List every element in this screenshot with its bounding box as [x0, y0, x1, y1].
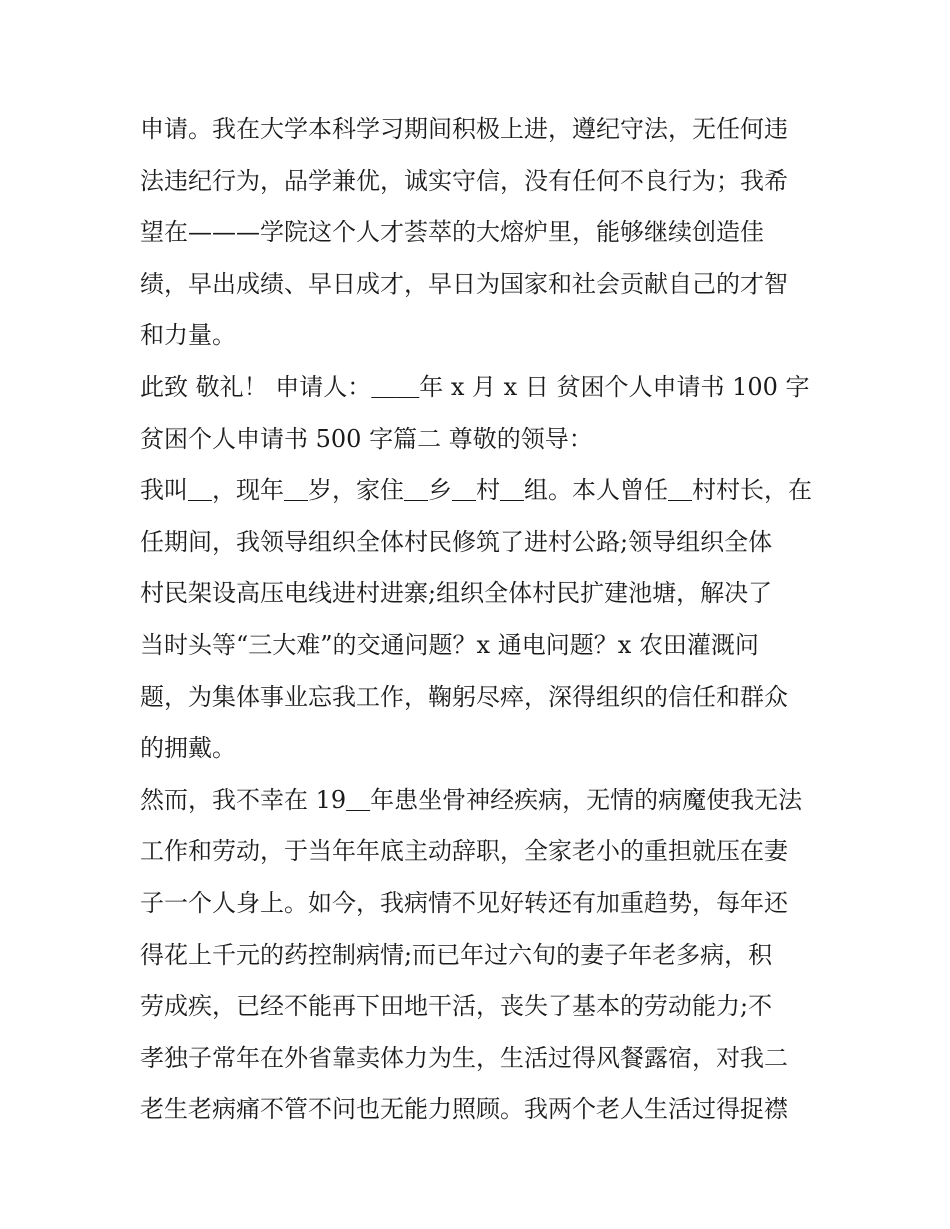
text-line: 的拥戴。	[140, 734, 236, 763]
text-line: 孝独子常年在外省靠卖体力为生，生活过得风餐露宿，对我二	[140, 1043, 788, 1072]
text-line: 得花上千元的药控制病情;而已年过六旬的妻子年老多病，积	[140, 940, 773, 969]
text-line: 子一个人身上。如今，我病情不见好转还有加重趋势，每年还	[140, 888, 788, 917]
text-line: 我叫＿，现年＿岁，家住＿乡＿村＿组。本人曾任＿村村长，在	[140, 476, 812, 505]
text-line: 法违纪行为，品学兼优，诚实守信，没有任何不良行为；我希	[140, 166, 788, 195]
text-line: 劳成疾，已经不能再下田地干活，丧失了基本的劳动能力;不	[140, 992, 773, 1021]
document-body-text	[140, 104, 820, 1136]
text-line: 绩，早出成绩、早日成才，早日为国家和社会贡献自己的才智	[140, 269, 788, 298]
text-line: 题，为集体事业忘我工作，鞠躬尽瘁，深得组织的信任和群众	[140, 682, 788, 711]
text-line: 贫困个人申请书 500 字篇二 尊敬的领导：	[140, 424, 593, 453]
text-line: 当时头等“三大难”的交通问题？x 通电问题？x 农田灌溉问	[140, 630, 759, 659]
text-line: 然而，我不幸在 19＿年患坐骨神经疾病，无情的病魔使我无法	[140, 785, 803, 814]
text-line: 老生老病痛不管不问也无能力照顾。我两个老人生活过得捉襟	[140, 1095, 788, 1124]
text-line: 申请。我在大学本科学习期间积极上进，遵纪守法，无任何违	[140, 115, 788, 143]
text-line: 和力量。	[140, 321, 236, 350]
text-line: 任期间，我领导组织全体村民修筑了进村公路;领导组织全体	[140, 527, 773, 556]
text-line: 此致 敬礼！ 申请人：＿＿年 x 月 x 日 贫困个人申请书 100 字	[140, 372, 810, 401]
text-line: 村民架设高压电线进村进寨;组织全体村民扩建池塘，解决了	[140, 579, 773, 608]
text-line: 工作和劳动，于当年年底主动辞职，全家老小的重担就压在妻	[140, 837, 788, 866]
text-line: 望在———学院这个人才荟萃的大熔炉里，能够继续创造佳	[140, 218, 764, 247]
